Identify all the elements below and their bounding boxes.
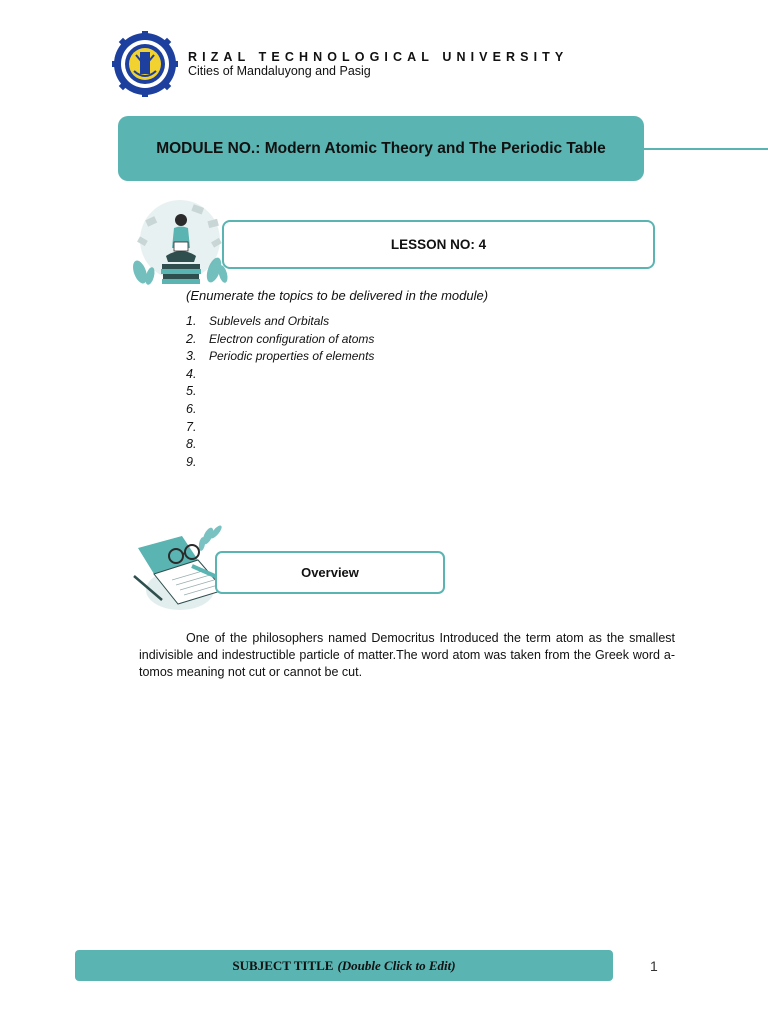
list-item (186, 437, 374, 455)
topic-number: 5. (186, 384, 197, 399)
topic-text: Sublevels and Orbitals (209, 314, 330, 328)
topic-number: 3. (186, 349, 197, 364)
list-item (186, 367, 374, 385)
topic-number: 8. (186, 437, 197, 452)
list-item (186, 349, 374, 367)
overview-paragraph: One of the philosophers named Democritus Introduced the term atom as the smallest indivisible and indestructible particle of matter.The word atom was taken from the Greek word a-tomos meaning not cut or cannot be cut. (139, 631, 675, 679)
page-number: 1 (650, 958, 658, 974)
overview-heading-box (215, 551, 445, 594)
subject-title: SUBJECT TITLE (232, 957, 334, 973)
university-seal-logo (112, 31, 178, 97)
university-name: RIZAL TECHNOLOGICAL UNIVERSITY (188, 50, 569, 64)
module-title: MODULE NO.: Modern Atomic Theory and The Periodic Table (156, 139, 606, 157)
edit-hint: (Double Click to Edit) (337, 957, 456, 973)
university-campus: Cities of Mandaluyong and Pasig (188, 64, 371, 78)
topic-number: 7. (186, 419, 197, 434)
topic-number: 9. (186, 454, 197, 469)
lesson-number-box (222, 220, 655, 269)
module-banner-rule (644, 148, 768, 150)
topics-instruction: (Enumerate the topics to be delivered in the module) (186, 288, 489, 303)
list-item (186, 384, 374, 402)
topic-text: Electron configuration of atoms (209, 331, 375, 346)
subject-title-bar[interactable] (75, 950, 613, 981)
list-item (186, 402, 374, 420)
list-item (186, 420, 374, 438)
reading-student-illustration (128, 198, 232, 286)
list-item (186, 455, 374, 473)
topic-number: 1. (186, 314, 197, 328)
module-title-banner (118, 116, 644, 181)
list-item (186, 332, 374, 350)
topic-text: Periodic properties of elements (209, 349, 375, 364)
list-item (186, 314, 374, 332)
lesson-number: LESSON NO: 4 (390, 237, 487, 252)
topic-number: 6. (186, 401, 197, 416)
topic-number: 2. (186, 331, 197, 346)
topics-list (186, 314, 374, 472)
overview-heading: Overview (301, 565, 359, 580)
topic-number: 4. (186, 366, 197, 381)
